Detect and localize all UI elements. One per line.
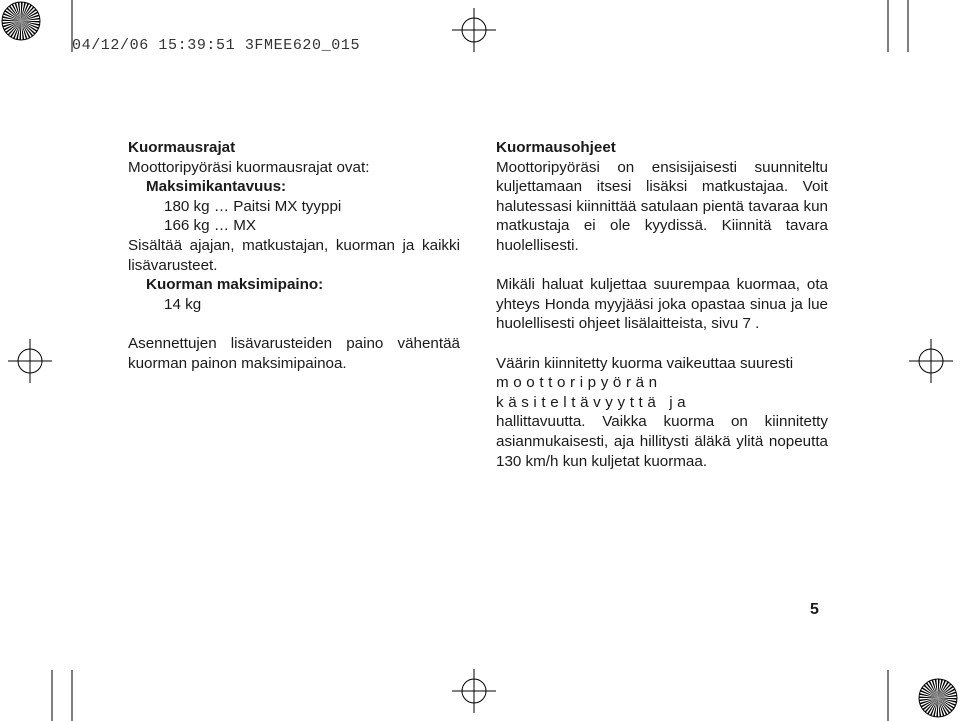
star-target-top-left [2, 2, 40, 40]
section-title: Kuormausrajat [128, 139, 236, 156]
star-target-bottom-right [919, 679, 957, 717]
paragraph: Moottoripyöräsi on ensisijaisesti suunniteltu kuljettamaan itsesi lisäksi matkustajaa. Voit halutessasi kiinnittää satulaan pientä tavaraa kun matkustaja ei ole kyydissä. Kiinnitä tavara huolellisesti. [496, 158, 828, 254]
registration-mark-top-center [452, 8, 496, 52]
max-cargo-value: 14 kg [164, 295, 202, 313]
registration-mark-bottom-center [452, 669, 496, 713]
max-load-line: 180 kg … Paitsi MX tyyppi [164, 197, 342, 215]
paragraph: Mikäli haluat kuljettaa suurempaa kuormaa, ota yhteys Honda myyjääsi joka opastaa sinua ja lue huolellisesti ohjeet lisälaitteista, sivu 7 . [496, 276, 828, 333]
print-header: 04/12/06 15:39:51 3FMEE620_015 [72, 37, 361, 54]
max-load-label: Maksimikantavuus: [146, 178, 287, 196]
paragraph: hallittavuutta. Vaikka kuorma on kiinnitetty asianmukaisesti, aja hillitysti äläkä ylitä nopeutta 130 km/h kun kuljetat kuormaa. [496, 413, 828, 470]
paragraph-line: Väärin kiinnitetty kuorma vaikeuttaa suuresti [496, 354, 794, 372]
max-cargo-label: Kuorman maksimipaino: [146, 276, 324, 294]
includes-text: Sisältää ajajan, matkustajan, kuorman ja kaikki lisävarusteet. [128, 236, 460, 274]
intro-text: Moottoripyöräsi kuormausrajat ovat: [128, 158, 370, 176]
section-title: Kuormausohjeet [496, 139, 616, 156]
accessory-note: Asennettujen lisävarusteiden paino vähentää kuorman painon maksimipainoa. [128, 334, 460, 372]
max-load-line: 166 kg … MX [164, 217, 257, 235]
registration-mark-left [8, 339, 52, 383]
loading-limits-section [128, 138, 460, 373]
page-number: 5 [810, 601, 819, 618]
registration-mark-right [909, 339, 953, 383]
loading-guidelines-section [496, 138, 828, 471]
paragraph-line-spaced: moottoripyörän käsiteltävyyttä ja [496, 374, 691, 411]
